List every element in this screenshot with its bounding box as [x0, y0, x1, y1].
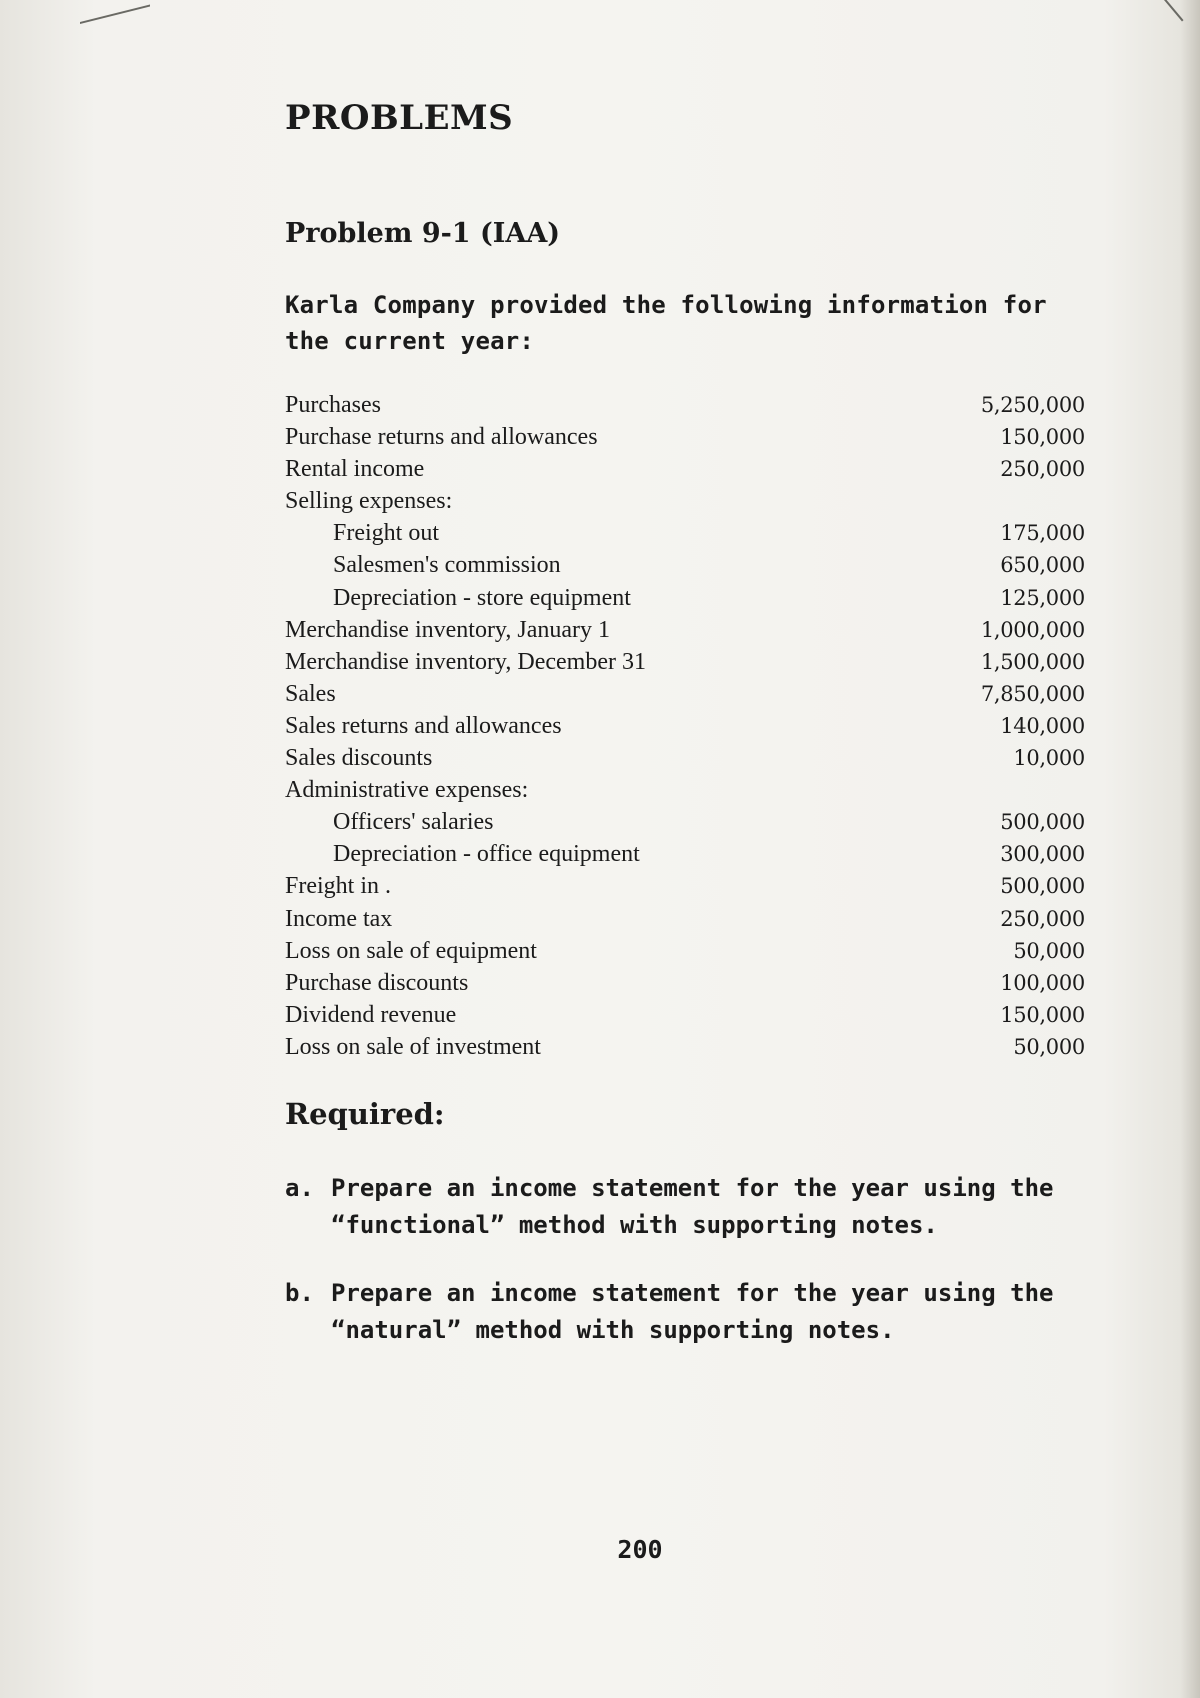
item-amount: 1,500,000	[980, 649, 1085, 674]
item-amount: 500,000	[1000, 810, 1085, 835]
item-label: Selling expenses:	[285, 488, 453, 515]
financial-item-row	[285, 617, 1085, 649]
item-amount: 50,000	[1013, 1034, 1085, 1059]
item-label: Salesmen's commission	[333, 552, 561, 579]
item-label: Income tax	[285, 905, 393, 932]
financial-item-row	[285, 424, 1085, 456]
financial-item-row	[285, 745, 1085, 777]
financial-item-row	[285, 520, 1085, 552]
item-amount: 1,000,000	[980, 617, 1085, 642]
item-label: Sales returns and allowances	[285, 712, 562, 739]
financial-item-row	[285, 681, 1085, 713]
item-amount: 650,000	[1000, 553, 1085, 578]
financial-item-row	[285, 585, 1085, 617]
item-amount: 100,000	[1000, 970, 1085, 995]
requirement-text: Prepare an income statement for the year using the “natural” method with supporting notes.	[331, 1279, 1054, 1344]
item-amount: 250,000	[1000, 457, 1085, 482]
item-amount: 5,250,000	[980, 393, 1085, 417]
item-label: Rental income	[285, 456, 425, 483]
item-amount: 175,000	[1000, 521, 1085, 546]
item-amount: 125,000	[1000, 585, 1085, 610]
page-edge-shadow	[1180, 0, 1200, 1698]
item-label: Dividend revenue	[285, 1001, 457, 1028]
item-amount: 150,000	[1000, 425, 1085, 450]
financial-item-row	[285, 1002, 1085, 1034]
item-label: Purchase returns and allowances	[285, 424, 598, 451]
item-label: Loss on sale of equipment	[285, 937, 537, 964]
item-amount: 500,000	[1000, 874, 1085, 899]
requirement-a	[285, 1170, 1085, 1244]
item-amount: 250,000	[1000, 906, 1085, 931]
item-label: Merchandise inventory, December 31	[285, 648, 646, 675]
requirement-letter: b.	[285, 1279, 314, 1307]
financial-item-row	[285, 1034, 1085, 1066]
financial-item-row	[285, 777, 1085, 809]
item-label: Depreciation - store equipment	[333, 584, 631, 611]
financial-item-row	[285, 938, 1085, 970]
item-label: Officers' salaries	[333, 809, 494, 836]
financial-item-row	[285, 906, 1085, 938]
item-label: Freight in .	[285, 873, 391, 900]
requirement-b	[285, 1275, 1085, 1349]
item-label: Depreciation - office equipment	[333, 841, 640, 868]
item-label: Purchase discounts	[285, 969, 469, 996]
financial-item-row	[285, 488, 1085, 520]
item-label: Merchandise inventory, January 1	[285, 616, 611, 643]
item-amount: 50,000	[1013, 938, 1085, 963]
item-label: Administrative expenses:	[285, 777, 529, 804]
financial-item-row	[285, 713, 1085, 745]
financial-items-list	[285, 392, 1085, 1066]
item-label: Freight out	[333, 520, 439, 547]
financial-item-row	[285, 649, 1085, 681]
problem-intro: Karla Company provided the following information for the current year:	[285, 291, 1047, 355]
financial-item-row	[285, 841, 1085, 873]
financial-item-row	[285, 456, 1085, 488]
item-amount: 7,850,000	[980, 681, 1085, 706]
item-amount: 10,000	[1013, 746, 1085, 771]
item-amount: 150,000	[1000, 1002, 1085, 1027]
financial-item-row	[285, 809, 1085, 841]
requirement-text: Prepare an income statement for the year using the “functional” method with supporting notes.	[331, 1174, 1054, 1239]
financial-item-row	[285, 970, 1085, 1002]
problem-title: Problem 9-1 (IAA)	[285, 218, 561, 249]
section-title: PROBLEMS	[285, 98, 514, 138]
requirement-letter: a.	[285, 1174, 314, 1202]
item-label: Sales discounts	[285, 745, 433, 772]
item-amount: 140,000	[1000, 713, 1085, 738]
item-amount: 300,000	[1000, 842, 1085, 867]
financial-item-row	[285, 873, 1085, 905]
item-label: Loss on sale of investment	[285, 1033, 541, 1060]
financial-item-row	[285, 552, 1085, 584]
financial-item-row	[285, 392, 1085, 424]
required-heading: Required:	[285, 1097, 445, 1131]
page-number: 200	[617, 1535, 663, 1564]
item-label: Sales	[285, 680, 336, 707]
item-label: Purchases	[285, 392, 381, 418]
